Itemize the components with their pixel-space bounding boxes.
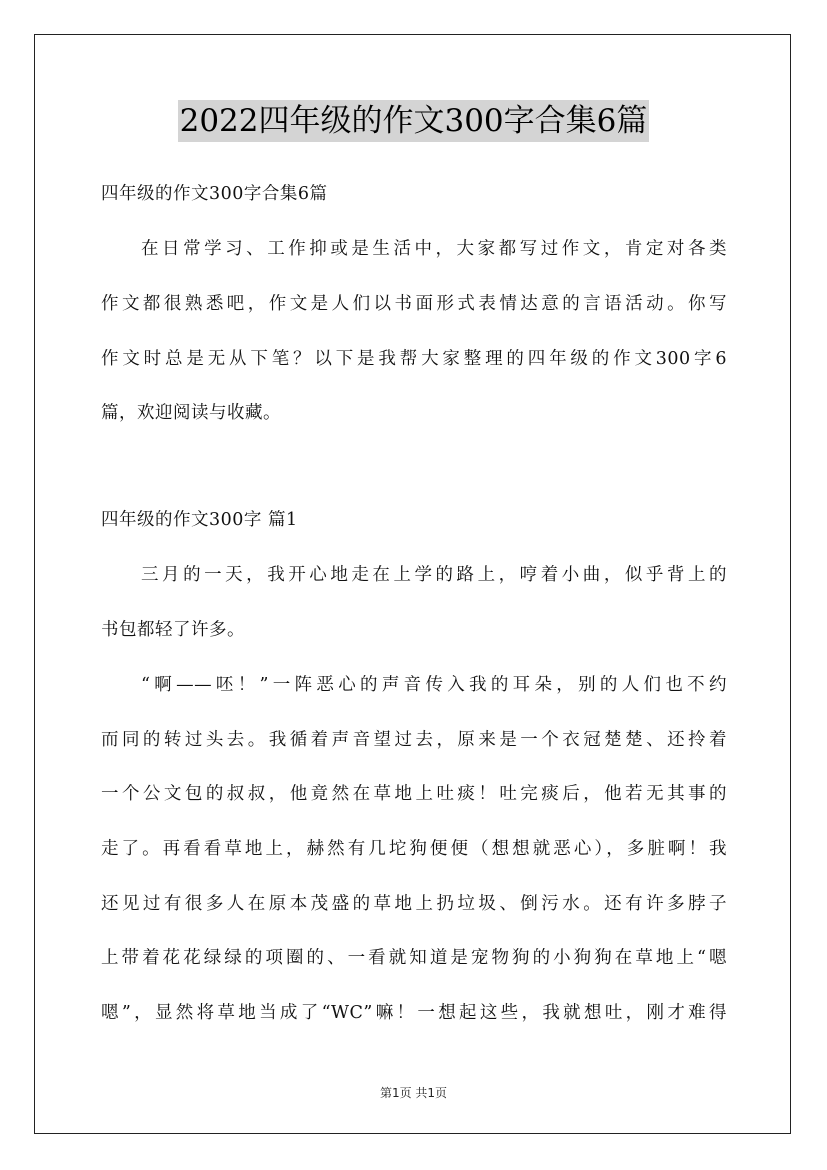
- subtitle: 四年级的作文300字合集6篇: [101, 184, 328, 204]
- paragraph-line: 三月的一天，我开心地走在上学的路上，哼着小曲，似乎背上的: [141, 565, 727, 585]
- paragraph-line: 还见过有很多人在原本茂盛的草地上扔垃圾、倒污水。还有许多脖子: [101, 894, 727, 914]
- paragraph-line: 走了。再看看草地上，赫然有几坨狗便便（想想就恶心），多脏啊！我: [101, 839, 727, 859]
- paragraph-line: 一个公文包的叔叔，他竟然在草地上吐痰！吐完痰后，他若无其事的: [101, 784, 727, 804]
- intro-line: 作文时总是无从下笔？以下是我帮大家整理的四年级的作文300字6: [101, 349, 727, 369]
- intro-line: 在日常学习、工作抑或是生活中，大家都写过作文，肯定对各类: [141, 239, 727, 259]
- title-container: [0, 100, 827, 142]
- paragraph-line: “啊——呸！”一阵恶心的声音传入我的耳朵，别的人们也不约: [141, 675, 727, 695]
- page-footer: 第1页 共1页: [379, 1086, 448, 1100]
- page-title: 2022四年级的作文300字合集6篇: [178, 100, 650, 142]
- paragraph-line: 而同的转过头去。我循着声音望过去，原来是一个衣冠楚楚、还拎着: [101, 730, 727, 750]
- intro-line: 作文都很熟悉吧，作文是人们以书面形式表情达意的言语活动。你写: [101, 294, 727, 314]
- section-heading: 四年级的作文300字 篇1: [101, 510, 298, 530]
- intro-line: 篇，欢迎阅读与收藏。: [101, 403, 281, 423]
- paragraph-line: 嗯”，显然将草地当成了“WC”嘛！一想起这些，我就想吐，刚才难得: [101, 1003, 727, 1023]
- paragraph-line: 上带着花花绿绿的项圈的、一看就知道是宠物狗的小狗狗在草地上“嗯: [101, 948, 727, 968]
- paragraph-line: 书包都轻了许多。: [101, 620, 245, 640]
